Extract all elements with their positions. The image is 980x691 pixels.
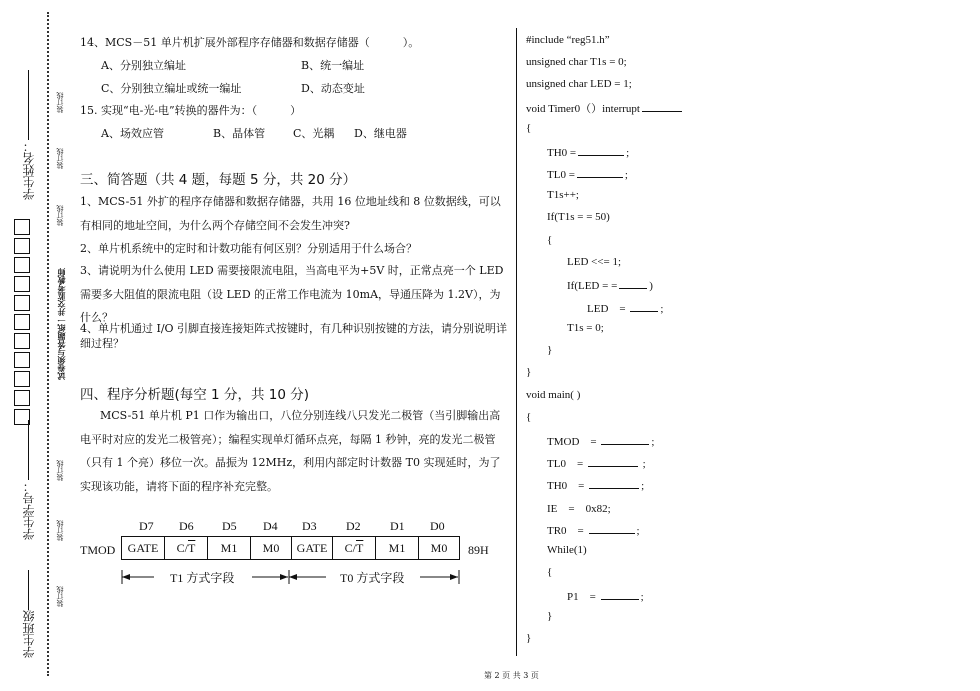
bit-d2: D2 xyxy=(346,519,361,533)
short-question-3: 3、请说明为什么使用 LED 需要接限流电阻，当高电平为+5V 时，正常点亮一个 LED 需要多大阻值的限流电阻（设 LED 的正常工作电流为 10mA，导通压降为 1.2V），为什么？ xyxy=(80,264,504,324)
code-line-tl0-init: TL0 = ; xyxy=(547,458,646,470)
blank-tl0-init[interactable] xyxy=(588,456,638,467)
binding-line-label-6: 装订线 xyxy=(56,586,64,607)
code-line-brace-close-4: } xyxy=(547,610,553,622)
section-3-title: 三、简答题（共 4 题，每题 5 分，共 20 分） xyxy=(80,172,357,188)
bit-d6: D6 xyxy=(179,519,194,533)
binding-line-label-1: 装订线 xyxy=(56,92,64,113)
tmod-cell-ct-t0: $C/\overline{T}$ xyxy=(333,537,376,560)
binding-notice: 试卷须与答题纸一并交监考教师 xyxy=(56,268,66,380)
t1-field-label: T1 方式字段 xyxy=(170,571,235,585)
code-line-main: void main( ) xyxy=(526,389,581,401)
class-label: 学生班级 xyxy=(20,570,37,658)
blank-th0-reload[interactable] xyxy=(578,145,624,156)
page-number: 第 2 页 共 3 页 xyxy=(484,671,539,680)
section-4-title: 四、程序分析题(每空 1 分，共 10 分) xyxy=(80,387,309,403)
code-line-while: While(1) xyxy=(547,544,587,556)
question-14: 14、MCS－51 单片机扩展外部程序存储器和数据存储器（ ）。 xyxy=(80,36,420,49)
short-question-4: 4、单片机通过 I/O 引脚直接连接矩阵式按键时，有几种识别按键的方法，请分别说明详细过程？ xyxy=(80,322,508,350)
q15-option-d: D、继电器 xyxy=(354,127,407,140)
id-boxes[interactable] xyxy=(14,219,30,428)
bit-d1: D1 xyxy=(390,519,405,533)
blank-th0-init[interactable] xyxy=(589,478,639,489)
tmod-cell-gate-t1: GATE xyxy=(122,537,165,560)
binding-line-label-5: 装订线 xyxy=(56,520,64,541)
program-description: MCS-51 单片机 P1 口作为输出口，八位分别连线八只发光二极管（当引脚输出高电平时对应的发光二极管亮）；编程实现单灯循环点亮，每隔 1 秒钟，亮的发光二极管（只有 1 个亮）移位一次。晶振为 12MHz，利用内部定时计数器 T0 实现延时，为了实现该功能，请将下面的程序补充完整。 xyxy=(80,409,501,493)
column-divider xyxy=(516,28,517,656)
t0-field-label: T0 方式字段 xyxy=(340,571,405,585)
code-line-th0-reload: TH0 = ; xyxy=(547,147,630,159)
student-id-label: 学生学号： xyxy=(20,420,37,540)
tmod-cell-gate-t0: GATE xyxy=(292,537,333,560)
code-line-t1s-reset: T1s = 0; xyxy=(567,322,604,334)
tmod-cell-m0-t1: M0 xyxy=(251,537,292,560)
blank-led-compare[interactable] xyxy=(619,278,647,289)
code-line-brace-close-1: } xyxy=(526,366,532,378)
blank-interrupt-number[interactable] xyxy=(642,101,682,112)
code-line-brace-open-4: { xyxy=(547,566,553,578)
q14-option-d: D、动态变址 xyxy=(301,82,365,95)
code-line-tmod: TMOD = ; xyxy=(547,436,655,448)
binding-line-label-2: 装订线 xyxy=(56,148,64,169)
code-line-th0-init: TH0 = ; xyxy=(547,480,645,492)
code-line-brace-open-3: { xyxy=(526,411,532,423)
code-line-led-decl: unsigned char LED = 1; xyxy=(526,78,632,90)
bit-d7: D7 xyxy=(139,519,154,533)
bit-d4: D4 xyxy=(263,519,278,533)
tmod-cell-ct-t1: $C/\overline{T}$ xyxy=(165,537,208,560)
tmod-address: 89H xyxy=(468,543,489,557)
code-line-p1: P1 = ; xyxy=(567,591,644,603)
bit-d0: D0 xyxy=(430,519,445,533)
tmod-cell-m1-t1: M1 xyxy=(208,537,251,560)
tmod-cell-m1-t0: M1 xyxy=(376,537,419,560)
code-line-t1s-inc: T1s++; xyxy=(547,189,579,201)
q14-option-c: C、分别独立编址或统一编址 xyxy=(101,82,242,95)
q15-option-b: B、晶体管 xyxy=(213,127,266,140)
code-line-led-reset: LED = ; xyxy=(587,303,664,315)
tmod-cell-m0-t0: M0 xyxy=(419,537,460,560)
code-line-t1s-decl: unsigned char T1s = 0; xyxy=(526,56,627,68)
blank-tr0[interactable] xyxy=(589,523,635,534)
code-line-include: #include “reg51.h” xyxy=(526,34,610,46)
code-line-brace-close-3: } xyxy=(526,632,532,644)
code-line-brace-open-1: { xyxy=(526,122,532,134)
code-line-if-led: If(LED = = ) xyxy=(567,280,653,292)
code-line-tl0-reload: TL0 = ; xyxy=(547,169,628,181)
q15-option-c: C、光耦 xyxy=(293,127,335,140)
code-line-tr0: TR0 = ; xyxy=(547,525,640,537)
code-line-brace-open-2: { xyxy=(547,234,553,246)
blank-led-reset[interactable] xyxy=(630,301,658,312)
code-line-timer0: void Timer0（）interrupt xyxy=(526,100,684,116)
code-line-brace-close-2: } xyxy=(547,344,553,356)
code-line-ie: IE = 0x82; xyxy=(547,503,611,515)
code-line-led-shift: LED <<= 1; xyxy=(567,256,622,268)
student-name-label: 学生姓名： xyxy=(20,70,37,200)
blank-tl0-reload[interactable] xyxy=(577,167,623,178)
blank-tmod[interactable] xyxy=(601,434,649,445)
question-15: 15. 实现“电-光-电”转换的器件为：（ ） xyxy=(80,104,302,117)
binding-line-label-4: 装订线 xyxy=(56,460,64,481)
binding-dotted-line xyxy=(47,12,49,676)
tmod-register-table xyxy=(121,536,460,560)
tmod-label: TMOD xyxy=(80,543,116,557)
q15-option-a: A、场效应管 xyxy=(101,127,164,140)
binding-line-label-3: 装订线 xyxy=(56,205,64,226)
short-question-2: 2、单片机系统中的定时和计数功能有何区别？分别适用于什么场合？ xyxy=(80,242,417,255)
code-line-if-t1s: If(T1s = = 50) xyxy=(547,211,610,223)
q14-option-b: B、统一编址 xyxy=(301,59,365,72)
bit-d5: D5 xyxy=(222,519,237,533)
q14-option-a: A、分别独立编址 xyxy=(101,59,186,72)
bit-d3: D3 xyxy=(302,519,317,533)
blank-p1[interactable] xyxy=(601,589,639,600)
short-question-1: 1、MCS-51 外扩的程序存储器和数据存储器，共用 16 位地址线和 8 位数据线，可以有相同的地址空间，为什么两个存储空间不会发生冲突? xyxy=(80,195,501,232)
